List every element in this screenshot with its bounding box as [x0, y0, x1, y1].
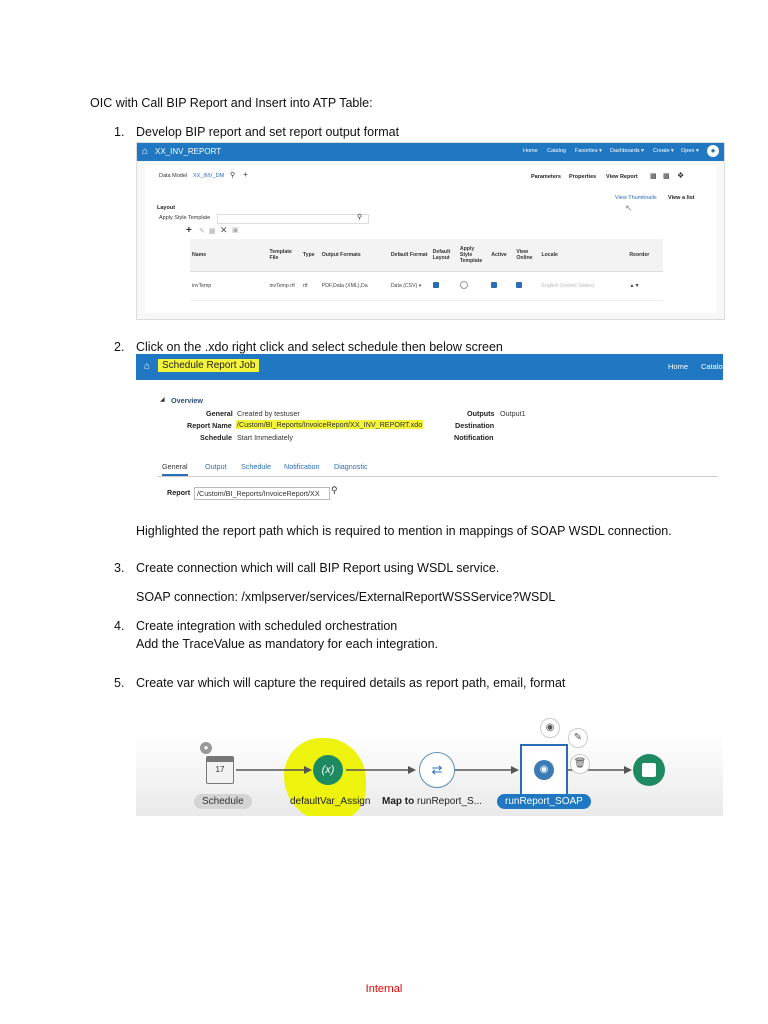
step-3-text: Create connection which will call BIP Report using WSDL service.	[136, 561, 500, 575]
calendar-day: 17	[215, 765, 225, 774]
outputs-value: Output1	[500, 409, 526, 418]
step-5-text: Create var which will capture the required details as report path, email, format	[136, 676, 566, 690]
schedule-value: Start Immediately	[237, 433, 293, 442]
search-icon[interactable]: ⚲	[230, 172, 236, 179]
info-badge-icon: ●	[200, 742, 212, 754]
column-header: Template File	[267, 239, 300, 272]
table-row[interactable]	[190, 272, 663, 301]
document-icon[interactable]: ▣	[232, 227, 239, 234]
edit-icon[interactable]: ✎	[199, 228, 205, 235]
collapse-icon[interactable]: ◢	[160, 397, 165, 403]
bip-report-editor-screenshot	[136, 142, 725, 320]
map-label-bold: Map to	[382, 796, 415, 807]
report-path-input[interactable]: /Custom/BI_Reports/InvoiceReport/XX	[194, 487, 330, 500]
home-icon[interactable]: ⌂	[144, 361, 151, 372]
schedule-title: Schedule Report Job	[158, 359, 259, 372]
notification-label: Notification	[454, 433, 494, 442]
add-icon[interactable]: +	[243, 170, 248, 179]
active-checkbox[interactable]	[491, 282, 497, 288]
map-node-label[interactable]	[374, 794, 490, 809]
nav-dashboards[interactable]: Dashboards ▾	[610, 148, 644, 154]
assign-node[interactable]	[313, 755, 343, 785]
user-avatar-icon[interactable]: ●	[707, 145, 719, 157]
nav-open[interactable]: Open ▾	[681, 148, 699, 154]
add-layout-icon[interactable]: +	[186, 225, 192, 236]
outputs-label: Outputs	[467, 409, 495, 418]
general-value: Created by testuser	[237, 409, 300, 418]
schedule-node-label[interactable]: Schedule	[194, 794, 252, 809]
map-node[interactable]	[419, 752, 455, 788]
step-1-number: 1.	[114, 125, 125, 139]
column-header: Apply Style Template	[458, 239, 489, 272]
column-header: Active	[489, 239, 514, 272]
report-header-bar	[137, 143, 724, 161]
default-layout-checkbox[interactable]	[433, 282, 439, 288]
overview-heading: Overview	[171, 396, 203, 405]
map-label-rest: runReport_S...	[414, 796, 483, 807]
view-icon[interactable]: ◉	[540, 718, 560, 738]
step-4-subtext: Add the TraceValue as mandatory for each integration.	[136, 637, 439, 651]
properties-button[interactable]: Properties	[569, 174, 597, 180]
column-header: Type	[301, 239, 320, 272]
destination-label: Destination	[455, 421, 495, 430]
nav-favorites[interactable]: Favorites ▾	[575, 148, 602, 154]
schedule-node[interactable]	[202, 743, 236, 788]
tab-notification[interactable]: Notification	[284, 462, 320, 471]
soap-invoke-node[interactable]	[520, 744, 568, 796]
step-4-text: Create integration with scheduled orchestration	[136, 619, 398, 633]
search-icon[interactable]: ⚲	[331, 485, 338, 495]
template-type: rtf	[301, 272, 320, 301]
help-icon[interactable]: ❖	[677, 171, 685, 180]
tab-general[interactable]: General	[162, 462, 188, 476]
apply-style-template-input[interactable]	[217, 214, 369, 224]
step-2-number: 2.	[114, 340, 125, 354]
report-name-value: /Custom/BI_Reports/InvoiceReport/XX_INV_REPORT.xdo	[237, 420, 423, 429]
assign-node-label[interactable]: defaultVar_Assign	[290, 796, 371, 807]
schedule-tabs	[158, 458, 718, 477]
nav-home[interactable]: Home	[523, 148, 538, 154]
home-icon[interactable]: ⌂	[142, 146, 149, 157]
delete-icon[interactable]: 🗑	[570, 754, 590, 774]
column-header: Default Format	[389, 239, 431, 272]
step-3-number: 3.	[114, 561, 125, 575]
report-title: XX_INV_REPORT	[155, 147, 222, 156]
step-5-number: 5.	[114, 676, 125, 690]
column-header: Default Layout	[431, 239, 458, 272]
report-label: Report	[167, 488, 191, 497]
view-online-checkbox[interactable]	[516, 282, 522, 288]
view-report-button[interactable]: View Report	[606, 174, 638, 180]
tab-diagnostic[interactable]: Diagnostic	[334, 462, 368, 471]
view-thumbnails-link[interactable]: View Thumbnails	[615, 195, 657, 201]
nav-catalog[interactable]: Catalo	[701, 362, 723, 371]
reorder-arrows-icon[interactable]: ▲▼	[627, 272, 663, 301]
integration-flow-screenshot	[136, 712, 723, 816]
soap-node-label[interactable]: runReport_SOAP	[497, 794, 591, 809]
report-path-note: Highlighted the report path which is required to mention in mappings of SOAP WSDL connection.	[136, 524, 672, 538]
column-header: Name	[190, 239, 267, 272]
column-header: Reorder	[627, 239, 663, 272]
schedule-label: Schedule	[200, 433, 232, 442]
soap-connection-text: SOAP connection: /xmlpserver/services/ExternalReportWSSService?WSDL	[136, 590, 556, 604]
tab-schedule[interactable]: Schedule	[241, 462, 271, 471]
step-1-text: Develop BIP report and set report output format	[136, 125, 400, 139]
report-name-label: Report Name	[187, 421, 232, 430]
variable-icon: (x)	[321, 764, 335, 776]
schedule-header-bar	[136, 354, 723, 380]
save-icon[interactable]: ▩	[650, 173, 657, 180]
column-header: View Online	[514, 239, 539, 272]
locale-select[interactable]: English (United States)	[539, 272, 627, 301]
view-list-link[interactable]: View a list	[668, 195, 695, 201]
parameters-button[interactable]: Parameters	[531, 174, 561, 180]
classification-footer: Internal	[365, 983, 403, 995]
end-node[interactable]	[633, 754, 665, 786]
apply-style-radio[interactable]	[460, 281, 468, 289]
schedule-report-job-screenshot	[136, 354, 723, 516]
step-2-text: Click on the .xdo right click and select schedule then below screen	[136, 340, 503, 354]
save-as-icon[interactable]: ▩	[663, 173, 670, 180]
layout-name[interactable]: invTemp	[190, 272, 267, 301]
report-panel	[145, 165, 717, 313]
tab-output[interactable]: Output	[205, 462, 227, 471]
calendar-icon	[206, 756, 234, 784]
layout-table	[190, 239, 663, 301]
stop-icon	[642, 763, 656, 777]
nav-create[interactable]: Create ▾	[653, 148, 674, 154]
nav-catalog[interactable]: Catalog	[547, 148, 566, 154]
map-icon: ⇄	[431, 762, 443, 777]
data-model-label: Data Model	[159, 173, 188, 179]
layout-heading: Layout	[157, 205, 176, 211]
default-format-select[interactable]: Data (CSV) ▾	[389, 272, 431, 301]
cursor-icon: ↖	[625, 203, 633, 213]
general-label: General	[206, 409, 233, 418]
column-header: Locale	[539, 239, 627, 272]
edit-icon[interactable]: ✎	[568, 728, 588, 748]
column-header: Output Formats	[320, 239, 389, 272]
output-formats-select[interactable]: PDF,Data (XML),Da	[320, 272, 389, 301]
data-model-link[interactable]: XX_INV_DM	[193, 173, 225, 179]
template-file: invTemp.rtf	[267, 272, 300, 301]
search-icon[interactable]: ⚲	[357, 214, 363, 221]
step-4-number: 4.	[114, 619, 125, 633]
apply-style-template-label: Apply Style Template	[159, 215, 211, 221]
soap-icon: ◉	[534, 760, 554, 780]
delete-icon[interactable]: ✕	[220, 225, 228, 235]
grid-icon[interactable]: ▦	[209, 228, 216, 235]
document-title: OIC with Call BIP Report and Insert into ATP Table:	[90, 96, 373, 110]
nav-home[interactable]: Home	[668, 362, 689, 371]
